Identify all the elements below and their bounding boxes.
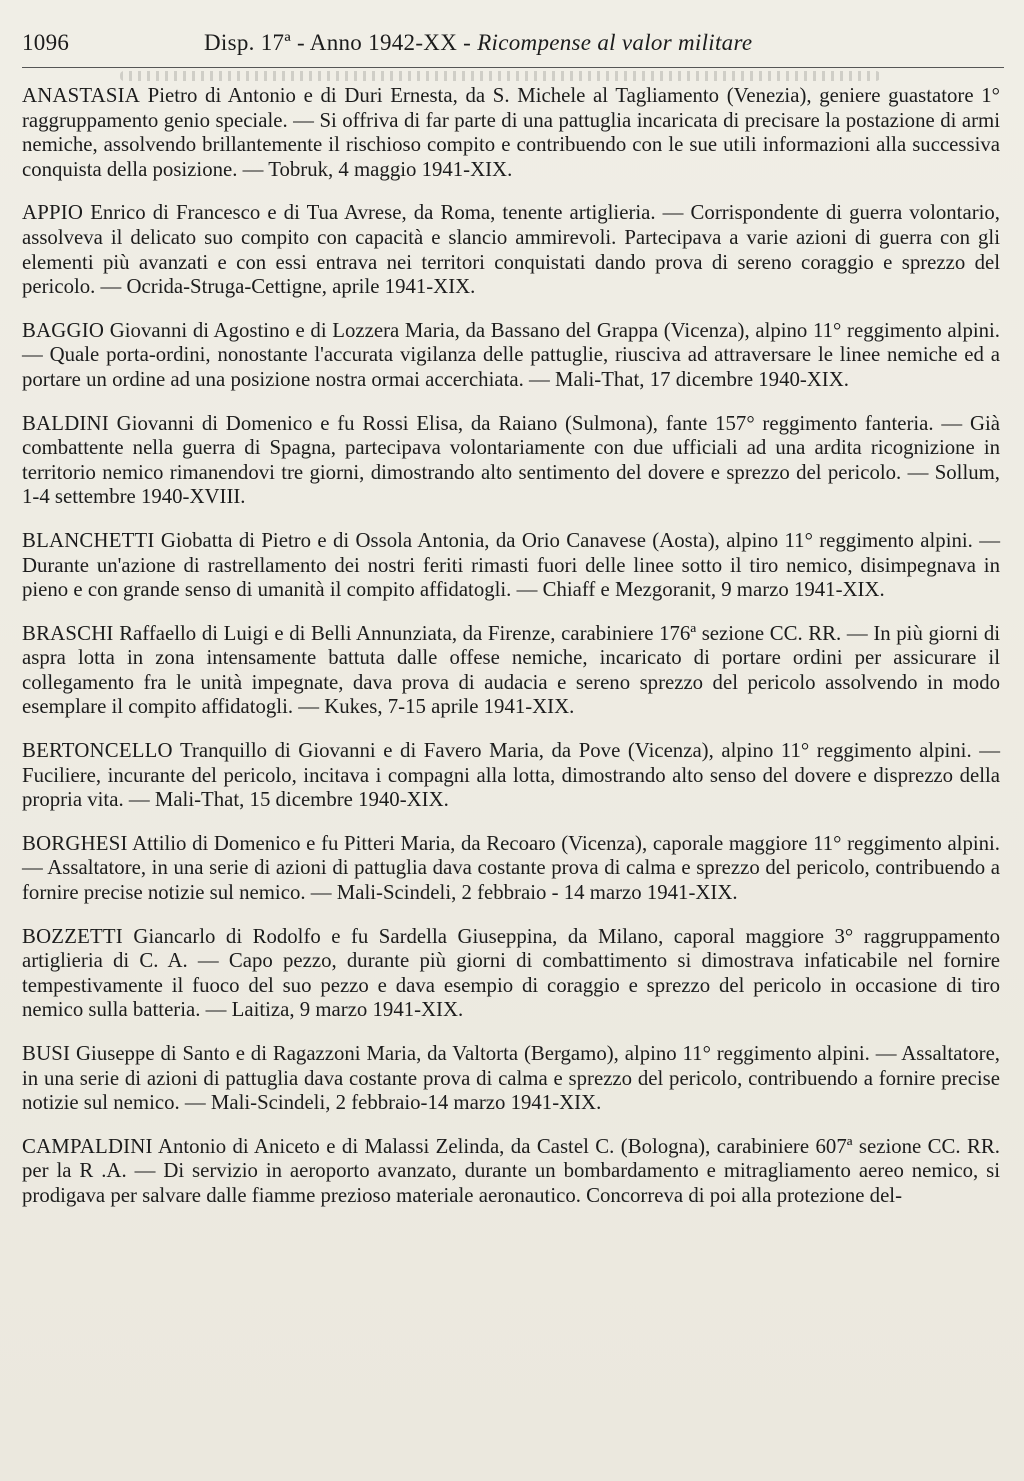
entry-name: APPIO [22,201,84,225]
entry-text: Enrico di Francesco e di Tua Avrese, da Roma, tenente artiglieria. — Corrispondente di guerra volontario, assolveva il delicato suo compito con capacità e slancio ammirevoli. Partecipava a varie azioni di guerra con gli elementi più avanzati e con essi entrava nei territori conquistati dando prova di sereno coraggio e sprezzo del pericolo. — Ocrida-Struga-Cettigne, aprile 1941-XIX. [22,201,1000,299]
entry-name: BAGGIO [22,318,105,342]
entry-name: BORGHESI [22,831,128,855]
running-head-title: Ricompense al valor militare [477,30,753,55]
entry-name: BUSI [22,1042,71,1065]
entry-name: BOZZETTI [22,924,123,948]
entry-borghesi [22,832,1000,906]
entry-text: Pietro di Antonio e di Duri Ernesta, da S. Michele al Tagliamento (Venezia), geniere guastatore 1° raggruppamento genio speciale. — Si offriva di far parte di una pattuglia incaricata di precisare la postazione di armi nemiche, assolvendo brillantemente il rischioso compito e contribuendo con le sue utili informazioni alla successiva conquista della posizione. — Tobruk, 4 maggio 1941-XIX. [22,84,1000,181]
entry-bozzetti [22,925,1000,1023]
entry-campaldini [22,1135,1000,1209]
entry-text: Tranquillo di Giovanni e di Favero Maria, da Pove (Vicenza), alpino 11° reggimento alpini. — Fuciliere, incurante del pericolo, incitava i compagni alla lotta, dimostrando alto senso del dovere e disprezzo della propria vita. — Mali-That, 15 dicembre 1940-XIX. [22,739,1000,812]
header-rule [22,67,1004,68]
entry-baldini [22,412,1000,510]
entry-text: Giancarlo di Rodolfo e fu Sardella Giuseppina, da Milano, caporal maggiore 3° raggruppamento artiglieria di C. A. — Capo pezzo, durante più giorni di combattimento si dimostrava infaticabile nel fornire tempestivamente il fuoco del suo pezzo e dava esempio di coraggio e sprezzo del pericolo in occasione di tiro nemico sulla batteria. — Laitiza, 9 marzo 1941-XIX. [22,924,1000,1022]
entry-blanchetti [22,529,1000,603]
entry-name: BLANCHETTI [22,528,155,552]
entry-appio [22,201,1000,299]
running-head-prefix: Disp. 17ª - Anno 1942-XX - [204,30,478,55]
entry-name: BERTONCELLO [22,739,173,763]
running-head [204,30,752,56]
entry-braschi [22,622,1000,720]
entry-text: Giovanni di Agostino e di Lozzera Maria, da Bassano del Grappa (Vicenza), alpino 11° reggimento alpini. — Quale porta-ordini, nonostante l'accurata vigilanza delle pattuglie, riusciva ad attraversare le linee nemiche ed a portare un ordine ad una posizione nostra ormai accerchiata. — Mali-That, 17 dicembre 1940-XIX. [22,318,1000,391]
entry-text: Giovanni di Domenico e fu Rossi Elisa, da Raiano (Sulmona), fante 157° reggimento fanteria. — Già combattente nella guerra di Spagna, partecipava volontariamente con due ufficiali ad una ardita ricognizione in territorio nemico rimanendovi tre giorni, dimostrando alto sentimento del dovere e sprezzo del pericolo. — Sollum, 1-4 settembre 1940-XVIII. [22,411,1000,509]
entry-text: Attilio di Domenico e fu Pitteri Maria, da Recoaro (Vicenza), caporale maggiore 11° reggimento alpini. — Assaltatore, in una serie di azioni di pattuglia dava costante prova di calma e sprezzo del pericolo, contribuendo a fornire precise notizie sul nemico. — Mali-Scindeli, 2 febbraio - 14 marzo 1941-XIX. [22,831,1000,905]
entry-busi [22,1042,1000,1116]
entry-name: BRASCHI [22,621,114,645]
entry-name: ANASTASIA [22,84,140,107]
entry-text: Antonio di Aniceto e di Malassi Zelinda, da Castel C. (Bologna), carabiniere 607ª sezione CC. RR. per la R .A. — Di servizio in aeroporto avanzato, durante un bombardamento e mitragliamento aereo nemico, si prodigava per salvare dalle fiamme prezioso materiale aeronautico. Concorreva di poi alla protezione del- [22,1134,1000,1207]
entry-bertoncello [22,739,1000,813]
entry-text: Giuseppe di Santo e di Ragazzoni Maria, da Valtorta (Bergamo), alpino 11° reggimento alpini. — Assaltatore, in una serie di azioni di pattuglia dava costante prova di calma e sprezzo del pericolo, contribuendo a fornire precise notizie sul nemico. — Mali-Scindeli, 2 febbraio-14 marzo 1941-XIX. [22,1042,1000,1115]
entry-name: BALDINI [22,411,109,435]
page-header [22,30,1002,66]
entry-baggio [22,319,1000,393]
entry-text: Raffaello di Luigi e di Belli Annunziata, da Firenze, carabiniere 176ª sezione CC. RR. — In più giorni di aspra lotta in zona intensamente battuta dalle offese nemiche, incaricato di portare ordini per assicurare il collegamento fra le unità impegnate, dava prova di audacia e sereno sprezzo del pericolo assolvendo in modo esemplare il compito affidatogli. — Kukes, 7-15 aprile 1941-XIX. [22,621,1000,719]
page-number: 1096 [22,30,70,55]
entry-text: Giobatta di Pietro e di Ossola Antonia, da Orio Canavese (Aosta), alpino 11° reggimento alpini. — Durante un'azione di rastrellamento dei nostri feriti rimasti fuori delle linee sotto il tiro nemico, disimpegnava in pieno e con grande senso di umanità il compito affidatogli. — Chiaff e Mezgoranit, 9 marzo 1941-XIX. [22,528,1000,602]
entry-anastasia [22,84,1000,182]
entries-list [22,84,1000,1228]
print-smudge [120,71,880,81]
entry-name: CAMPALDINI [22,1134,153,1158]
